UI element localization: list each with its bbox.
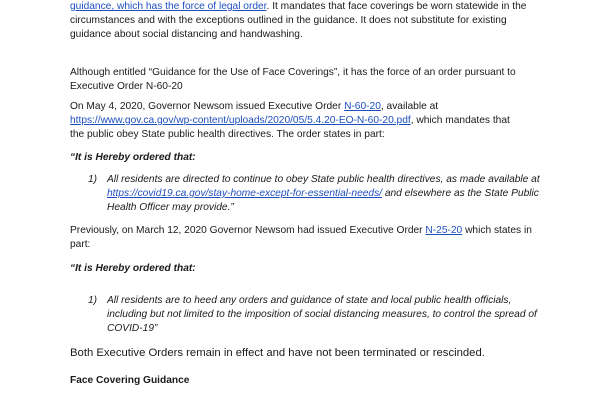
item-1-line-1: All residents are directed to continue to obey State public health directives, as made available at <box>107 174 540 185</box>
item-2-number: 1) <box>88 295 98 306</box>
intro-line-3: guidance about social distancing and handwashing. <box>70 29 303 40</box>
item-1-number: 1) <box>88 174 98 185</box>
item-2-line-1: All residents are to heed any orders and guidance of state and local public health officials, <box>107 295 512 306</box>
entitled-paragraph: Although entitled “Guidance for the Use of Face Coverings”, it has the force of an order pursuant to Executive Order N-60-20 <box>70 67 516 92</box>
eo-n-25-20-link[interactable]: N-25-20 <box>425 225 463 236</box>
ordered-heading-1: “It is Hereby ordered that: <box>70 152 196 163</box>
eo-n-60-20-link[interactable]: N-60-20 <box>344 101 381 112</box>
guidance-link[interactable]: guidance, which has the force of legal order <box>70 1 267 12</box>
previously-paragraph <box>70 224 545 252</box>
section-heading: Face Covering Guidance <box>70 375 190 386</box>
item-2-line-3: COVID-19” <box>107 323 158 334</box>
intro-text: . It mandates that face coverings be worn statewide in the <box>266 1 527 12</box>
item-1-text <box>107 173 543 215</box>
previously-text-2: which states in <box>462 225 532 236</box>
may4-line-3: the public obey State public health directives. The order states in part: <box>70 129 385 140</box>
previously-line-2: part: <box>70 239 91 250</box>
item-2-text <box>107 294 543 336</box>
may4-paragraph <box>70 100 545 142</box>
both-orders-paragraph: Both Executive Orders remain in effect and have not been terminated or rescinded. <box>70 347 485 359</box>
covid19-link[interactable]: https://covid19.ca.gov/stay-home-except-for-essential-needs/ <box>107 188 383 199</box>
item-2-line-2: including but not limited to the imposition of social distancing measures, to control the spread of <box>107 309 537 320</box>
may4-text-2: , available at <box>380 101 439 112</box>
item-1-text-2: and elsewhere as the State Public <box>382 188 539 199</box>
item-1-line-3: Health Officer may provide.” <box>107 202 234 213</box>
previously-text-1: Previously, on March 12, 2020 Governor Newsom had issued Executive Order <box>70 225 426 236</box>
order-item-1 <box>88 173 543 217</box>
intro-paragraph <box>70 0 545 42</box>
may4-text-1: On May 4, 2020, Governor Newsom issued Executive Order <box>70 101 345 112</box>
eo-pdf-link[interactable]: https://www.gov.ca.gov/wp-content/uploads/2020/05/5.4.20-EO-N-60-20.pdf <box>70 115 411 126</box>
ordered-heading-2: “It is Hereby ordered that: <box>70 263 196 274</box>
may4-text-3: , which mandates that <box>410 115 510 126</box>
intro-line-2: circumstances and with the exceptions outlined in the guidance. It does not substitute for existing <box>70 15 507 26</box>
order-item-2 <box>88 294 543 338</box>
